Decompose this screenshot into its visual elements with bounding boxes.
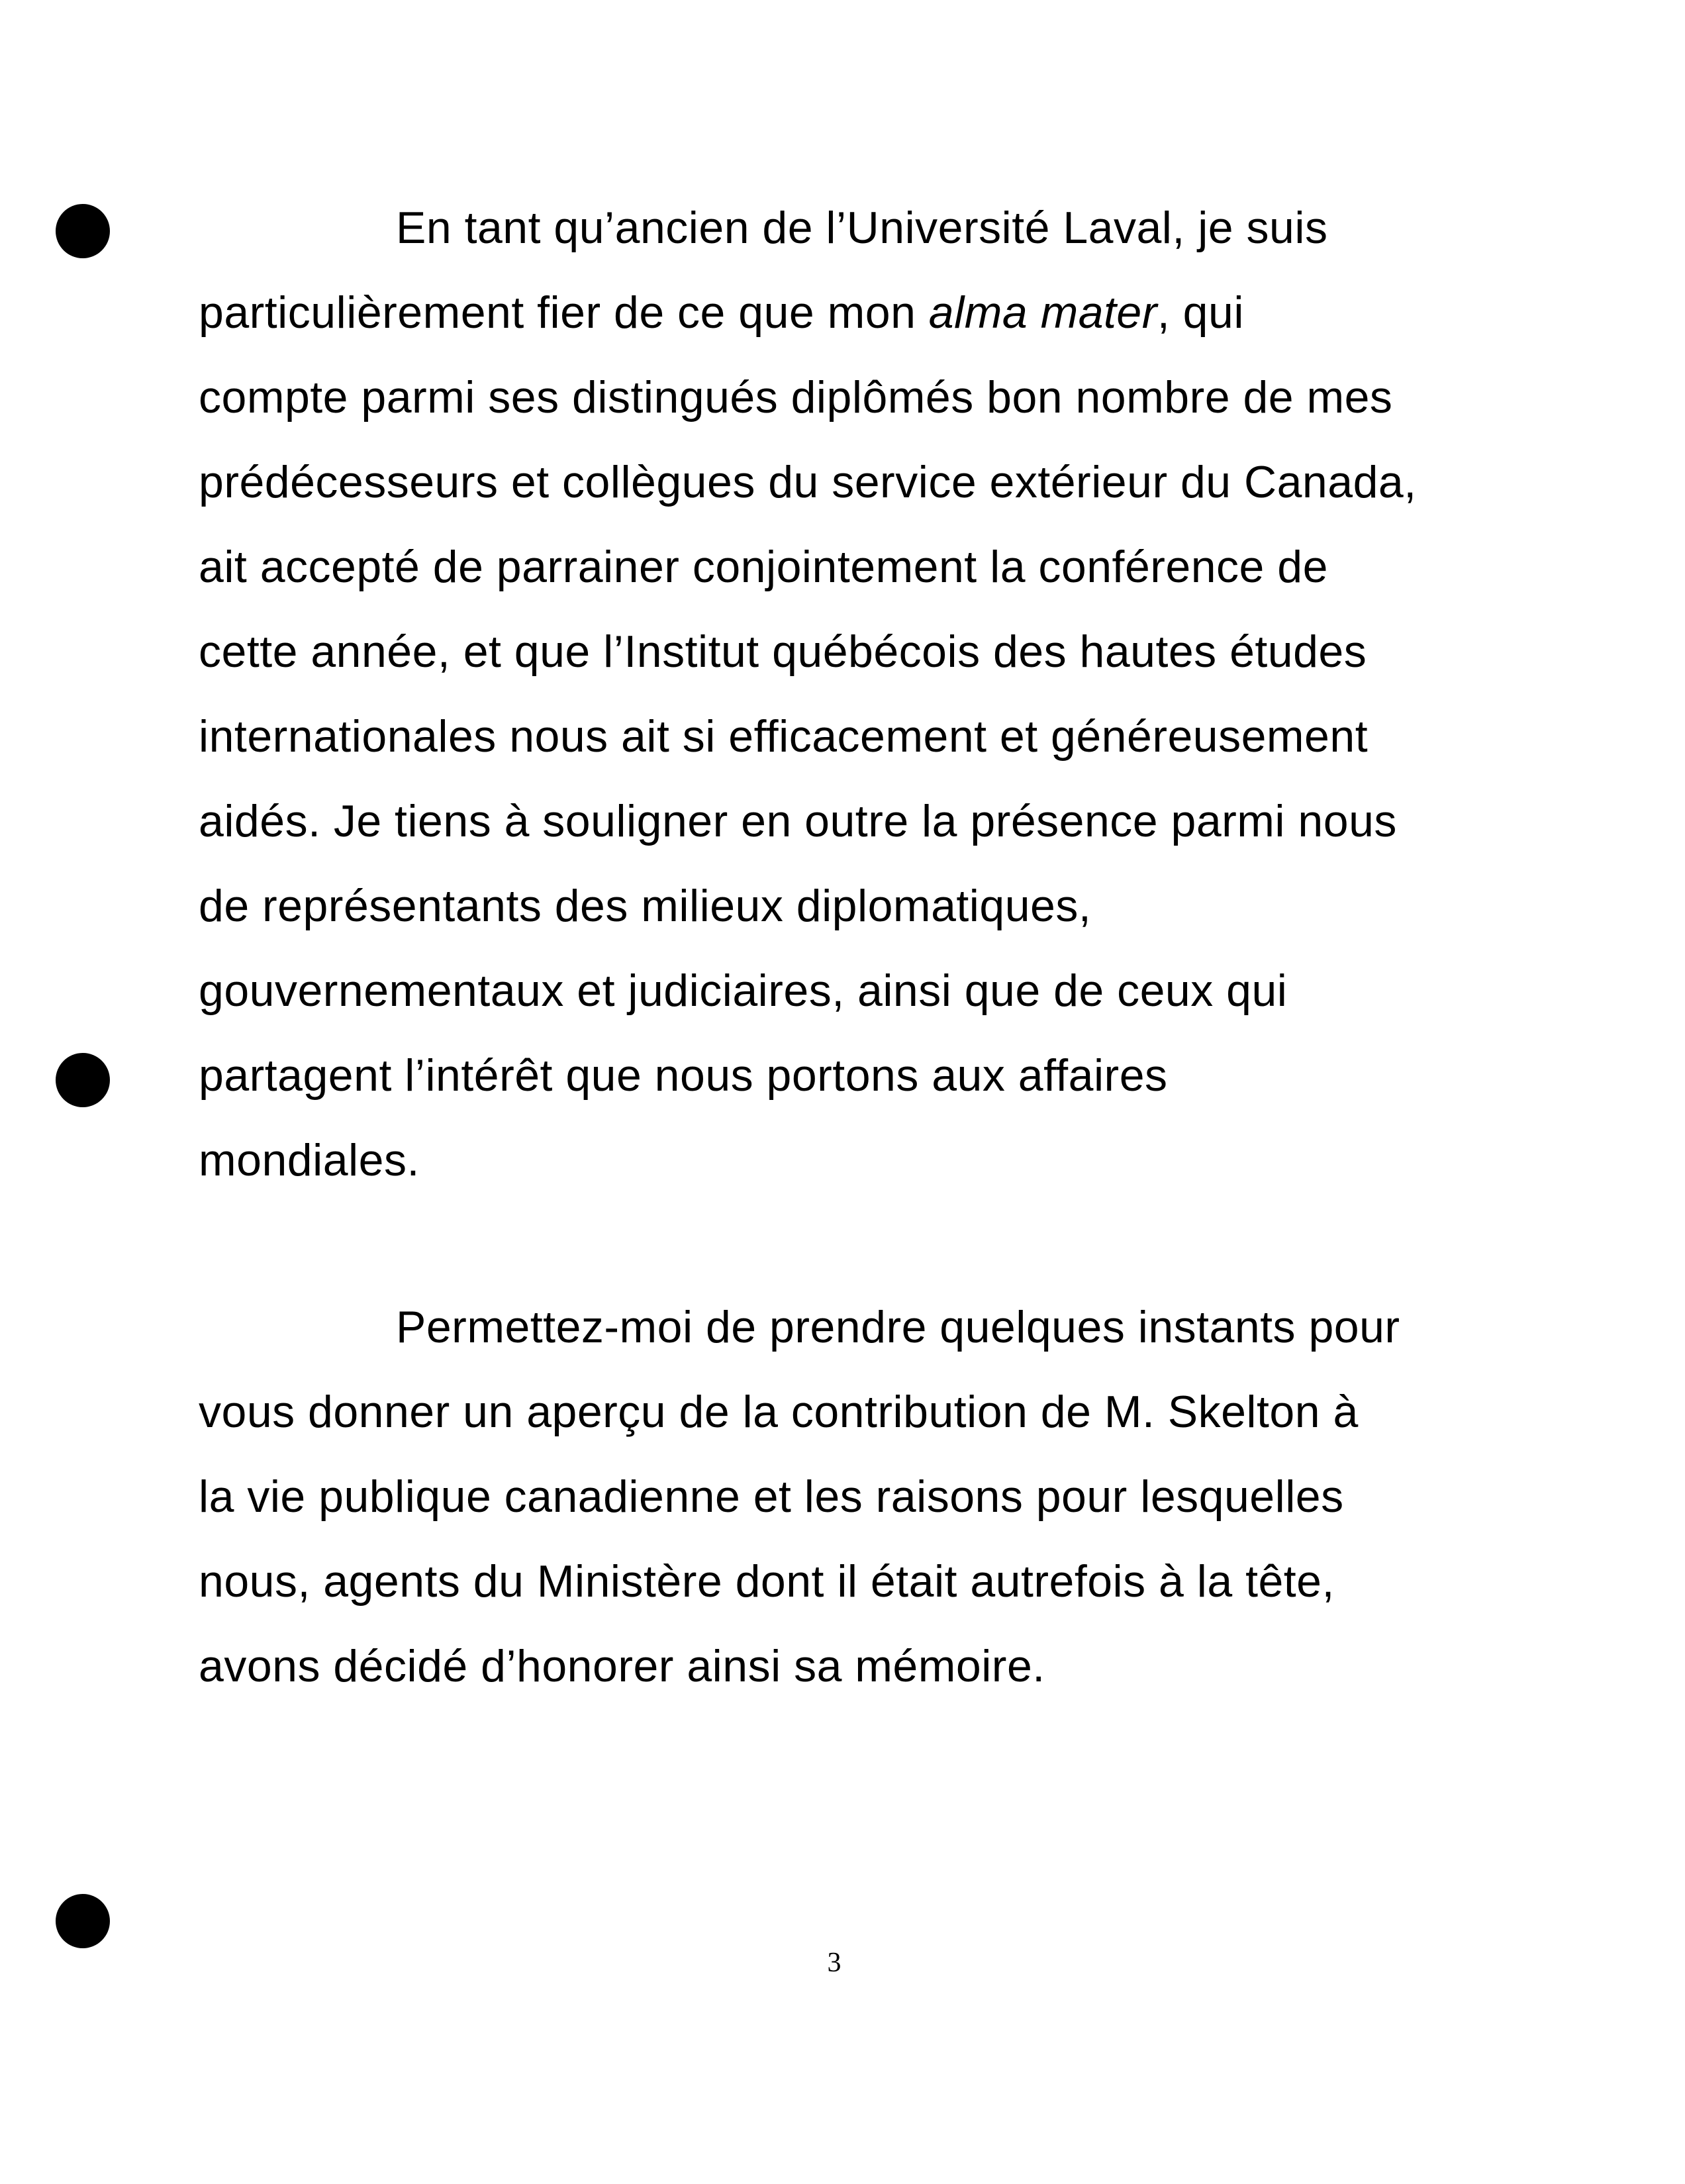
paragraph-2-line-3: la vie publique canadienne et les raisons pour lesquelles <box>199 1471 1344 1522</box>
page-number: 3 <box>827 1948 842 1978</box>
paragraph-2-line-2: vous donner un aperçu de la contribution de M. Skelton à <box>199 1387 1359 1437</box>
paragraph-1 <box>199 185 1496 1203</box>
paragraph-1-line-7: internationales nous ait si efficacement et généreusement <box>199 711 1369 762</box>
paragraph-1-line-12: mondiales. <box>199 1135 420 1185</box>
paragraph-1-line-10: gouvernementaux et judiciaires, ainsi que de ceux qui <box>199 966 1288 1016</box>
paragraph-1-line-8: aidés. Je tiens à souligner en outre la présence parmi nous <box>199 796 1397 846</box>
binder-hole-middle <box>56 1053 110 1107</box>
paragraph-2-line-5: avons décidé d’honorer ainsi sa mémoire. <box>199 1641 1045 1691</box>
paragraph-1-line-5: ait accepté de parrainer conjointement la conférence de <box>199 542 1328 592</box>
paragraph-2-line-4: nous, agents du Ministère dont il était autrefois à la tête, <box>199 1556 1335 1607</box>
paragraph-1-line-9: de représentants des milieux diplomatiques, <box>199 881 1092 931</box>
paragraph-1-line-6: cette année, et que l’Institut québécois des hautes études <box>199 626 1367 677</box>
paragraph-1-line-2 <box>199 270 1496 355</box>
binder-hole-top <box>56 204 110 258</box>
italic-phrase: alma mater <box>928 287 1157 338</box>
paragraph-1-line-3: compte parmi ses distingués diplômés bon nombre de mes <box>199 372 1393 422</box>
paragraph-2-line-1: Permettez-moi de prendre quelques instants pour <box>396 1302 1400 1352</box>
paragraph-1-line-11: partagent l’intérêt que nous portons aux affaires <box>199 1050 1168 1101</box>
paragraph-2 <box>199 1285 1496 1709</box>
paragraph-1-line-4: prédécesseurs et collègues du service extérieur du Canada, <box>199 457 1417 507</box>
binder-hole-bottom <box>56 1894 110 1948</box>
paragraph-1-line-1: En tant qu’ancien de l’Université Laval, je suis <box>396 203 1328 253</box>
paragraph-1-line-2-start: particulièrement fier de ce que mon <box>199 287 929 338</box>
paragraph-1-line-2-end: , qui <box>1157 287 1244 338</box>
